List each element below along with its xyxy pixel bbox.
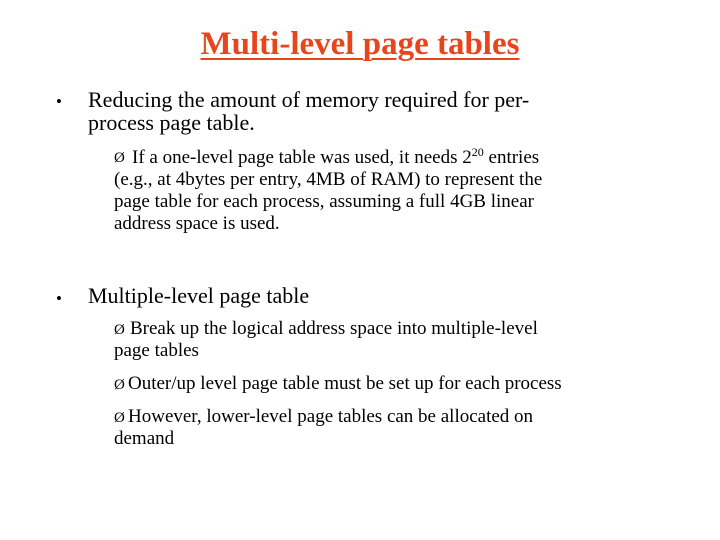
subpoint-one-level-line1: [132, 147, 539, 169]
bullet-text-reducing-memory: [88, 88, 648, 134]
text-fragment: entries: [483, 147, 540, 168]
subpoint-one-level-line3: page table for each process, assuming a full 4GB linear: [114, 191, 534, 212]
subpoint-break-up-line2: page tables: [114, 340, 199, 361]
slide-title: Multi-level page tables: [200, 26, 520, 62]
arrow-bullet-icon: Ø: [114, 322, 125, 338]
text-fragment: If a one-level page table was used, it needs 2: [132, 147, 472, 168]
arrow-bullet-icon: Ø: [114, 377, 125, 393]
text-line: process page table.: [88, 110, 255, 135]
subpoint-one-level-line4: address space is used.: [114, 213, 280, 234]
arrow-bullet-icon: Ø: [114, 410, 125, 426]
bullet-icon: •: [56, 289, 62, 308]
subpoint-lower-level-line2: demand: [114, 428, 175, 449]
subpoint-one-level-line2: (e.g., at 4bytes per entry, 4MB of RAM) to represent the: [114, 169, 543, 190]
subpoint-break-up-line1: Break up the logical address space into multiple-level: [130, 318, 538, 339]
bullet-icon: •: [56, 92, 62, 111]
bullet-text-multiple-level: Multiple-level page table: [88, 283, 310, 308]
subpoint-lower-level-line1: However, lower-level page tables can be allocated on: [128, 406, 534, 427]
superscript: 20: [471, 145, 484, 159]
subpoint-outer-level: Outer/up level page table must be set up for each process: [128, 373, 562, 394]
arrow-bullet-icon: Ø: [114, 150, 125, 166]
text-line: Reducing the amount of memory required for per-: [88, 87, 530, 112]
